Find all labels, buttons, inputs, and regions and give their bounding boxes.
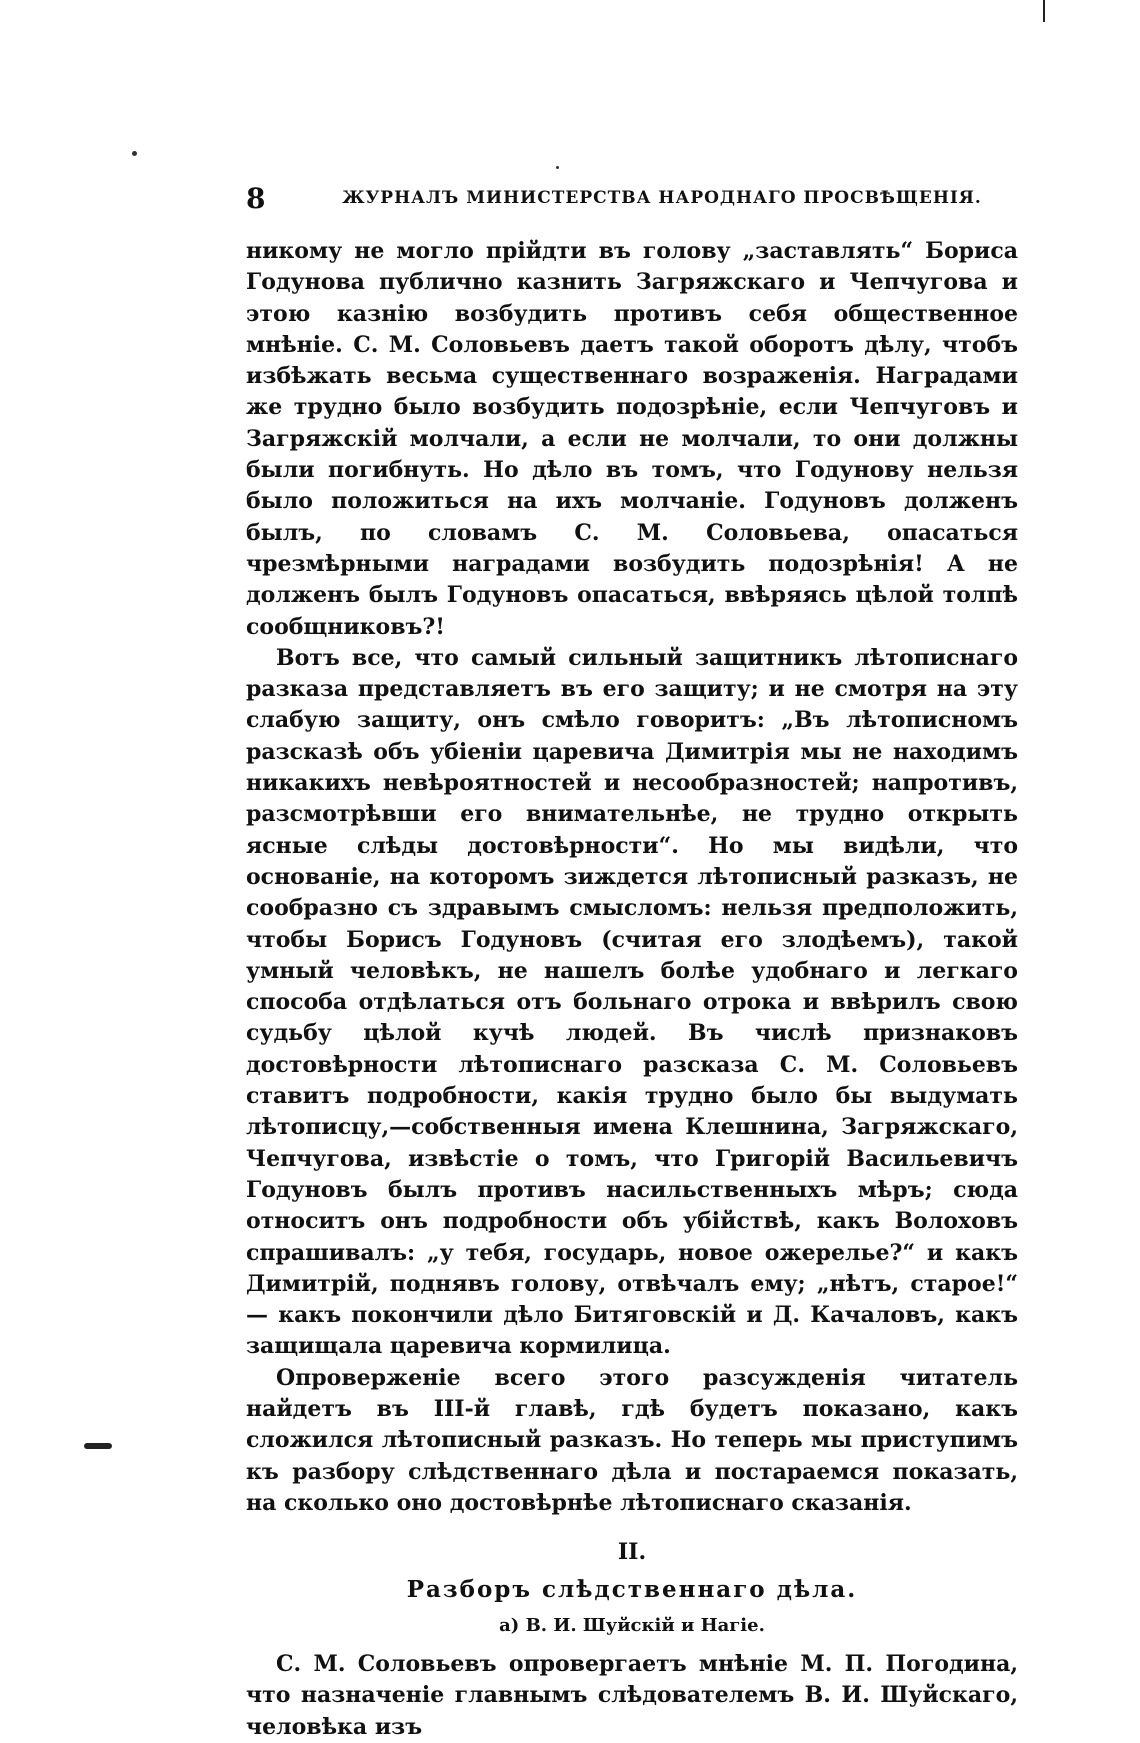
page-number: 8 [246,182,266,215]
scan-edge-mark [1043,0,1045,22]
scan-margin-smudge [84,1443,112,1449]
running-title: ЖУРНАЛЪ МИНИСТЕРСТВА НАРОДНАГО ПРОСВѢЩЕНІЯ. [342,188,982,208]
section-subtitle: а) В. И. Шуйскій и Нагіе. [499,1614,765,1636]
paragraph: Опроверженіе всего этого разсужденія читатель найдетъ въ III-й главѣ, гдѣ будетъ показано, какъ сложился лѣтописный разказъ. Но теперь мы приступимъ къ разбору слѣдственнаго дѣла и постараемся показать, на сколько оно достовѣрнѣе лѣтописнаго сказанія. [246,1364,1018,1516]
scan-speck [556,166,559,169]
body-text [246,236,1018,1743]
scan-speck [132,151,137,156]
section-number: II. [617,1539,647,1566]
paragraph: С. М. Соловьевъ опровергаетъ мнѣніе М. П. Погодина, что назначеніе главнымъ слѣдователемъ В. И. Шуйскаго, человѣка изъ [246,1651,1018,1740]
page-header [246,182,1018,222]
paragraph: никому не могло прійдти въ голову „заставлять“ Бориса Годунова публично казнить Загряжскаго и Чепчугова и этою казнію возбудить противъ себя общественное мнѣніе. С. М. Соловьевъ даетъ такой оборотъ дѣлу, чтобъ избѣжать весьма существеннаго возраженія. Наградами же трудно было возбудить подозрѣніе, если Чепчуговъ и Загряжскій молчали, а если не молчали, то они должны были погибнуть. Но дѣло въ томъ, что Годунову нельзя было положиться на ихъ молчаніе. Годуновъ долженъ былъ, по словамъ С. М. Соловьева, опасаться чрезмѣрными наградами возбудить подозрѣнія! А не долженъ былъ Годуновъ опасаться, ввѣряясь цѣлой толпѣ сообщниковъ?! [246,238,1018,640]
section-title: Разборъ слѣдственнаго дѣла. [406,1576,858,1604]
paragraph: Вотъ все, что самый сильный защитникъ лѣтописнаго разказа представляетъ въ его защиту; и не смотря на эту слабую защиту, онъ смѣло говоритъ: „Въ лѣтописномъ разсказѣ объ убіеніи царевича Димитрія мы не находимъ никакихъ невѣроятностей и несообразностей; напротивъ, разсмотрѣвши его внимательнѣе, не трудно открыть ясные слѣды достовѣрности“. Но мы видѣли, что основаніе, на которомъ зиждется лѣтописный разказъ, не сообразно съ здравымъ смысломъ: нельзя предположить, чтобы Борисъ Годуновъ (считая его злодѣемъ), такой умный человѣкъ, не нашелъ болѣе удобнаго и легкаго способа отдѣлаться отъ больнаго отрока и ввѣрилъ свою судьбу цѣлой кучѣ людей. Въ числѣ признаковъ достовѣрности лѣтописнаго разсказа С. М. Соловьевъ ставитъ подробности, какія трудно было бы выдумать лѣтописцу,—собственныя имена Клешнина, Загряжскаго, Чепчугова, извѣстіе о томъ, что Григорій Васильевичъ Годуновъ былъ противъ насильственныхъ мѣръ; сюда относитъ онъ подробности объ убійствѣ, какъ Волоховъ спрашивалъ: „у тебя, государь, новое ожерелье?“ и какъ Димитрій, поднявъ голову, отвѣчалъ ему; „нѣтъ, старое!“ — какъ покончили дѣло Битяговскій и Д. Качаловъ, какъ защищала царевича кормилица. [246,644,1018,1360]
